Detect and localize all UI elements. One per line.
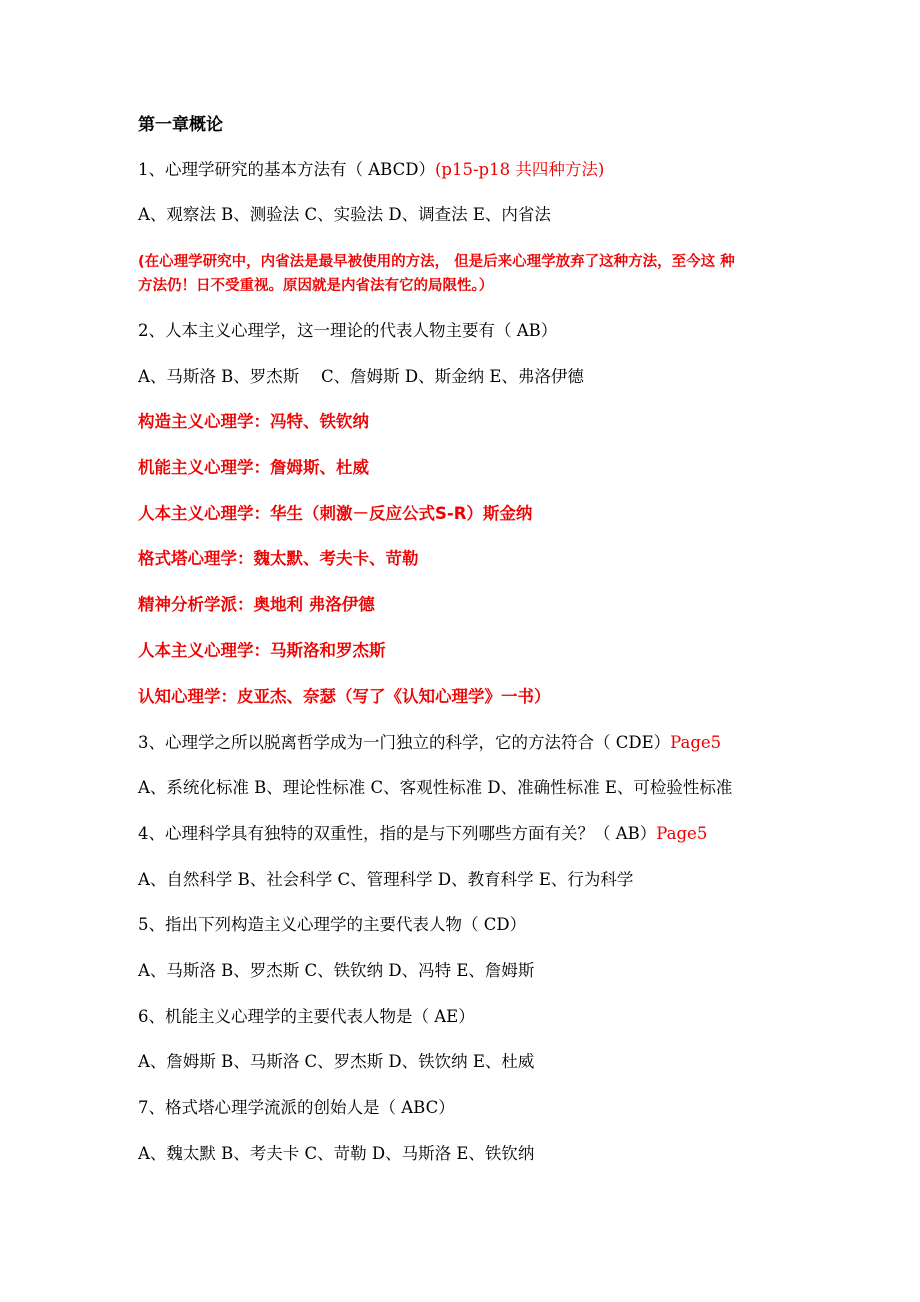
school-note-5: 精神分析学派：奥地利 弗洛伊德 [138, 595, 375, 614]
question-1-reference: (p15-p18 共四种方法) [434, 160, 605, 179]
question-2-options: A、马斯洛 B、罗杰斯 C、詹姆斯 D、斯金纳 E、弗洛伊德 [138, 367, 584, 386]
question-4-options: A、自然科学 B、社会科学 C、管理科学 D、教育科学 E、行为科学 [138, 870, 634, 889]
question-6: 6、机能主义心理学的主要代表人物是（ AE） [138, 1007, 475, 1026]
question-2: 2、人本主义心理学，这一理论的代表人物主要有（ AB） [138, 321, 558, 340]
question-3-options: A、系统化标准 B、理论性标准 C、客观性标准 D、准确性标准 E、可检验性标准 [138, 778, 733, 797]
question-6-options: A、詹姆斯 B、马斯洛 C、罗杰斯 D、铁饮纳 E、杜威 [138, 1052, 535, 1071]
school-note-4: 格式塔心理学：魏太默、考夫卡、苛勒 [138, 549, 419, 568]
question-1-options: A、观察法 B、测验法 C、实验法 D、调查法 E、内省法 [138, 205, 551, 224]
question-4-text: 4、心理科学具有独特的双重性，指的是与下列哪些方面有关？（ AB） [138, 824, 657, 843]
question-1-note-line-2: 方法仍！日不受重视。原因就是内省法有它的局限性。） [138, 278, 494, 294]
school-note-6: 人本主义心理学：马斯洛和罗杰斯 [138, 641, 386, 660]
question-1-note-line-1: (在心理学研究中，内省法是最早被使用的方法， 但是后来心理学放弃了这种方法，至今这 种 [138, 254, 735, 270]
school-note-1: 构造主义心理学：冯特、铁钦纳 [138, 412, 369, 431]
school-note-7: 认知心理学：皮亚杰、奈瑟（写了《认知心理学》一书） [138, 687, 551, 706]
school-note-2: 机能主义心理学：詹姆斯、杜威 [138, 458, 369, 477]
question-7-options: A、魏太默 B、考夫卡 C、苛勒 D、马斯洛 E、铁钦纳 [138, 1144, 535, 1163]
school-note-3: 人本主义心理学：华生（刺激－反应公式S-R）斯金纳 [138, 504, 533, 523]
question-4-reference: Page5 [656, 824, 708, 843]
chapter-title: 第一章概论 [138, 115, 223, 135]
question-4 [138, 823, 707, 845]
question-1-text: 1、心理学研究的基本方法有（ ABCD） [138, 160, 435, 179]
question-3-reference: Page5 [670, 733, 722, 752]
question-7: 7、格式塔心理学流派的创始人是（ ABC） [138, 1098, 455, 1117]
question-5-options: A、马斯洛 B、罗杰斯 C、铁钦纳 D、冯特 E、詹姆斯 [138, 961, 535, 980]
question-3 [138, 732, 721, 754]
question-3-text: 3、心理学之所以脱离哲学成为一门独立的科学，它的方法符合（ CDE） [138, 733, 671, 752]
question-1 [138, 159, 604, 181]
question-5: 5、指出下列构造主义心理学的主要代表人物（ CD） [138, 915, 527, 934]
